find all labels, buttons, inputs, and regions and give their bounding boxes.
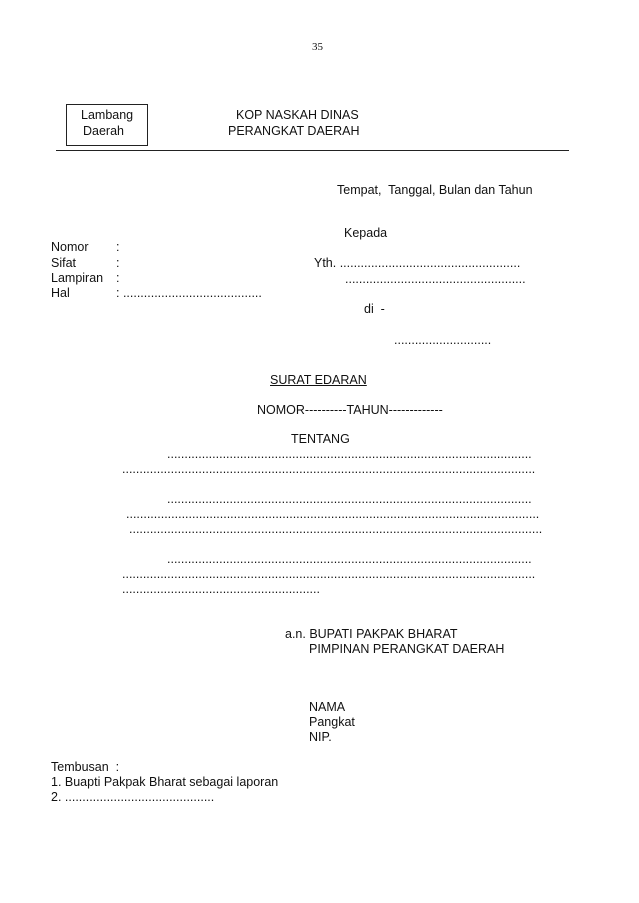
kop-title-line1: KOP NASKAH DINAS xyxy=(236,108,359,122)
place-date: Tempat, Tanggal, Bulan dan Tahun xyxy=(337,183,533,197)
field-sifat-value: : xyxy=(116,256,120,270)
field-lampiran-label: Lampiran xyxy=(51,271,104,285)
signature-rank: Pangkat xyxy=(309,715,355,729)
signature-unit: PIMPINAN PERANGKAT DAERAH xyxy=(309,642,505,656)
document-tentang: TENTANG xyxy=(291,432,350,446)
document-heading: SURAT EDARAN xyxy=(270,373,367,387)
body-line: ......................................................................................................... xyxy=(167,552,532,566)
body-line: ....................................................................................................................... xyxy=(122,567,536,581)
field-hal-value: : ........................................ xyxy=(116,286,262,300)
cc-item: 2. ........................................... xyxy=(51,790,215,804)
body-line: ....................................................................................................................... xyxy=(126,507,540,521)
signature-an: a.n. BUPATI PAKPAK BHARAT xyxy=(285,627,458,641)
body-line: ......................................................................................................... xyxy=(167,447,532,461)
addressee-line2: .................................................... xyxy=(345,272,526,286)
addressee-yth: Yth. .................................................... xyxy=(314,256,521,270)
letterhead-divider xyxy=(56,150,569,151)
body-line: ......................................................... xyxy=(122,582,320,596)
body-line: ....................................................................................................................... xyxy=(122,462,536,476)
field-nomor-label: Nomor xyxy=(51,240,89,254)
logo-label-line1: Lambang xyxy=(81,108,134,122)
cc-heading: Tembusan : xyxy=(51,760,120,774)
kop-title-line2: PERANGKAT DAERAH xyxy=(228,124,360,138)
field-sifat-label: Sifat xyxy=(51,256,77,270)
addressee-di: di - xyxy=(364,302,385,316)
signature-nip: NIP. xyxy=(309,730,332,744)
body-line: ......................................................................................................... xyxy=(167,492,532,506)
field-nomor-value: : xyxy=(116,240,120,254)
logo-label-line2: Daerah xyxy=(83,124,124,138)
cc-item: 1. Buapti Pakpak Bharat sebagai laporan xyxy=(51,775,279,789)
field-hal-label: Hal xyxy=(51,286,70,300)
document-number: NOMOR----------TAHUN------------- xyxy=(257,403,443,417)
page-number: 35 xyxy=(312,41,323,53)
addressee-kepada: Kepada xyxy=(344,226,388,240)
addressee-place: ............................ xyxy=(394,333,492,347)
signature-name: NAMA xyxy=(309,700,346,714)
body-line: ....................................................................................................................... xyxy=(129,522,543,536)
field-lampiran-value: : xyxy=(116,271,120,285)
